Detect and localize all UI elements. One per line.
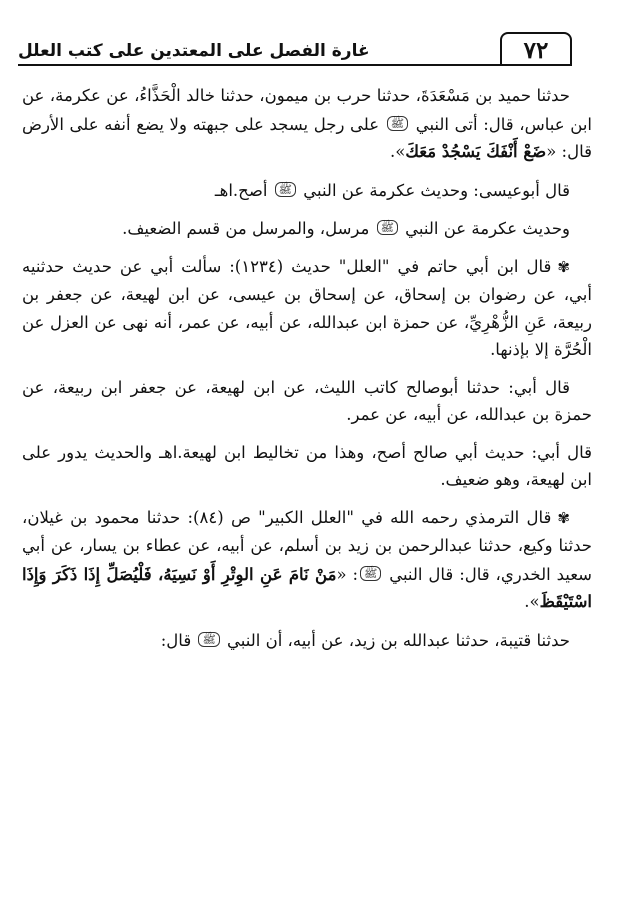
hadith-text: مَنْ نَامَ عَنِ الوِتْرِ أَوْ نَسِيَهُ، فَلْيُصَلِّ إِذَا ذَكَرَ وَإِذَا اسْتَيْقَظَ [22,564,592,611]
paragraph-1 [22,82,592,166]
text-run: أصح.اهـ [214,180,273,200]
text-run: ». [390,142,406,161]
salutation-icon: ﷺ [198,632,219,647]
paragraph-3 [22,214,592,243]
book-title: غارة الفصل على المعتدين على كتب العلل [18,41,370,61]
text-run: قال: [160,630,197,650]
salutation-icon: ﷺ [377,220,398,235]
text-run: حدثنا قتيبة، حدثنا عبدالله بن زيد، عن أبيه، أن النبي [221,630,570,650]
paragraph-8 [22,626,592,655]
running-header [18,26,572,66]
text-run: وحديث عكرمة عن النبي [399,219,570,238]
paragraph-2 [22,176,592,205]
text-run: حدثنا حميد بن مَسْعَدَةَ، حدثنا حرب بن ميمون، حدثنا خالد الْحَذَّاءُ، عن عكرمة، عن ابن عباس، قال: أتى النبي [22,86,592,134]
paragraph-6 [22,439,592,494]
text-run: : « [336,564,358,584]
text-run: قال أبي: حديث أبي صالح أصح، وهذا من تخاليط ابن لهيعة.اهـ والحديث يدور على ابن لهيعة، وهو ضعيف. [22,442,592,489]
salutation-icon: ﷺ [360,566,381,581]
salutation-icon: ﷺ [275,182,296,197]
page-body [22,82,592,891]
paragraph-5 [22,374,592,429]
hadith-text: ضَعْ أَنْفَكَ يَسْجُدْ مَعَكَ [405,142,547,161]
text-run: قال ابن أبي حاتم في "العلل" حديث (١٢٣٤): سألت أبي عن حديث حدثنيه أبي، عن رضوان بن إسحاق، عن إسحاق بن عيسى، عن ابن لهيعة، عن جعفر بن ربيعة، عَنِ الزُّهْرِيِّ، عن حمزة ابن عبدالله، عن أبيه، عن عمر، أنه نهى عن العزل عن الْحُرَّة إلا بإذنها. [22,256,592,359]
text-run: على رجل يسجد على جبهته ولا يضع أنفه على الأرض قال: « [22,114,592,161]
text-run: مرسل، والمرسل من قسم الضعيف. [122,219,375,238]
page-number-box [500,32,572,66]
text-run: قال أبي: حدثنا أبوصالح كاتب الليث، عن ابن لهيعة، عن جعفر ابن ربيعة، عن حمزة بن عبدالله، عن أبيه، عن عمر. [22,377,592,424]
page-number: ٧٢ [523,37,549,64]
text-run: قال أبوعيسى: وحديث عكرمة عن النبي [297,180,570,200]
paragraph-4 [22,253,592,364]
flower-ornament-icon: ✾ [557,257,570,276]
flower-ornament-icon: ✾ [557,508,570,527]
salutation-icon: ﷺ [387,116,408,131]
text-run: قال الترمذي رحمه الله في "العلل الكبير" ص (٨٤): حدثنا محمود بن غيلان، حدثنا وكيع، حدثنا عبدالرحمن بن زيد بن أسلم، عن أبيه، عن عطاء بن يسار، عن أبي سعيد الخدري، قال: قال النبي [22,507,592,584]
paragraph-7 [22,504,592,616]
text-run: ». [524,592,540,611]
